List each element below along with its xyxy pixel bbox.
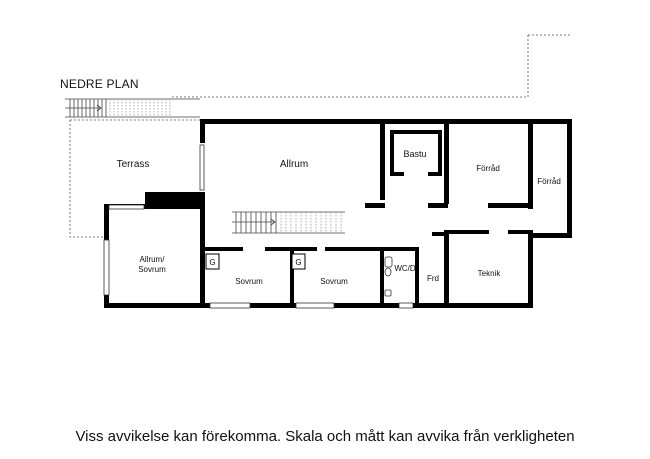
room-sovrum-1: Sovrum xyxy=(235,277,263,286)
plan-title: NEDRE PLAN xyxy=(60,77,139,91)
g-label-2: G xyxy=(295,258,302,267)
room-bastu: Bastu xyxy=(403,149,427,159)
disclaimer-text: Viss avvikelse kan förekomma. Skala och mått kan avvika från verkligheten xyxy=(75,428,575,445)
room-forrad-1: Förråd xyxy=(476,164,500,173)
room-sovrum-2: Sovrum xyxy=(320,277,348,286)
exterior-stairs xyxy=(65,99,200,117)
room-allrum-sovrum-line2: Sovrum xyxy=(138,265,166,274)
interior-stairs xyxy=(232,212,345,233)
room-wcd: WC/D xyxy=(394,264,416,273)
room-teknik: Teknik xyxy=(477,269,501,278)
g-label-1: G xyxy=(209,258,216,267)
room-forrad-2: Förråd xyxy=(537,177,561,186)
room-terrass: Terrass xyxy=(116,159,150,170)
wc-fixtures xyxy=(385,257,392,296)
room-frd: Frd xyxy=(427,274,439,283)
room-allrum: Allrum xyxy=(279,159,309,170)
room-allrum-sovrum-line1: Allrum/ xyxy=(139,255,165,264)
